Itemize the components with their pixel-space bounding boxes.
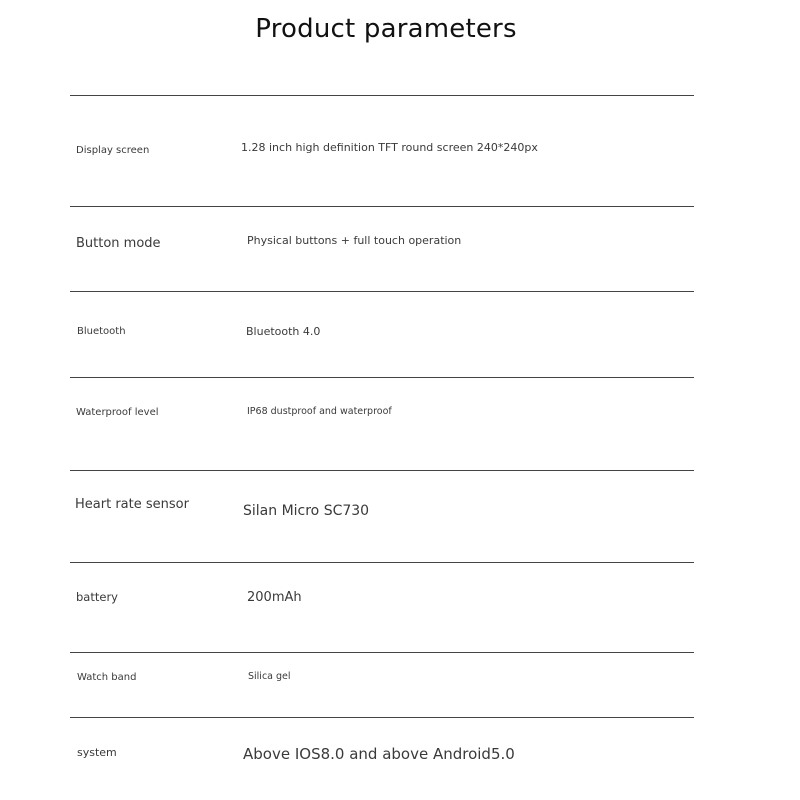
spec-label-display-screen: Display screen	[76, 145, 150, 156]
row-divider	[70, 652, 694, 653]
row-divider	[70, 717, 694, 718]
spec-label-watch-band: Watch band	[77, 672, 137, 683]
spec-label-heart-rate-sensor: Heart rate sensor	[75, 497, 189, 512]
spec-value-system: Above IOS8.0 and above Android5.0	[243, 745, 515, 763]
spec-label-battery: battery	[76, 590, 118, 604]
row-divider	[70, 95, 694, 96]
page-title: Product parameters	[255, 14, 517, 44]
spec-label-button-mode: Button mode	[76, 236, 161, 251]
spec-value-watch-band: Silica gel	[248, 671, 291, 682]
spec-value-display-screen: 1.28 inch high definition TFT round screen 240*240px	[241, 141, 538, 154]
row-divider	[70, 206, 694, 207]
spec-label-system: system	[77, 746, 117, 759]
spec-value-bluetooth: Bluetooth 4.0	[246, 325, 321, 338]
row-divider	[70, 470, 694, 471]
spec-value-heart-rate-sensor: Silan Micro SC730	[243, 503, 370, 519]
row-divider	[70, 291, 694, 292]
spec-value-button-mode: Physical buttons + full touch operation	[247, 234, 462, 247]
spec-value-waterproof-level: IP68 dustproof and waterproof	[247, 406, 392, 417]
row-divider	[70, 377, 694, 378]
spec-label-waterproof-level: Waterproof level	[76, 407, 159, 418]
spec-value-battery: 200mAh	[247, 590, 302, 605]
spec-label-bluetooth: Bluetooth	[77, 326, 126, 337]
row-divider	[70, 562, 694, 563]
